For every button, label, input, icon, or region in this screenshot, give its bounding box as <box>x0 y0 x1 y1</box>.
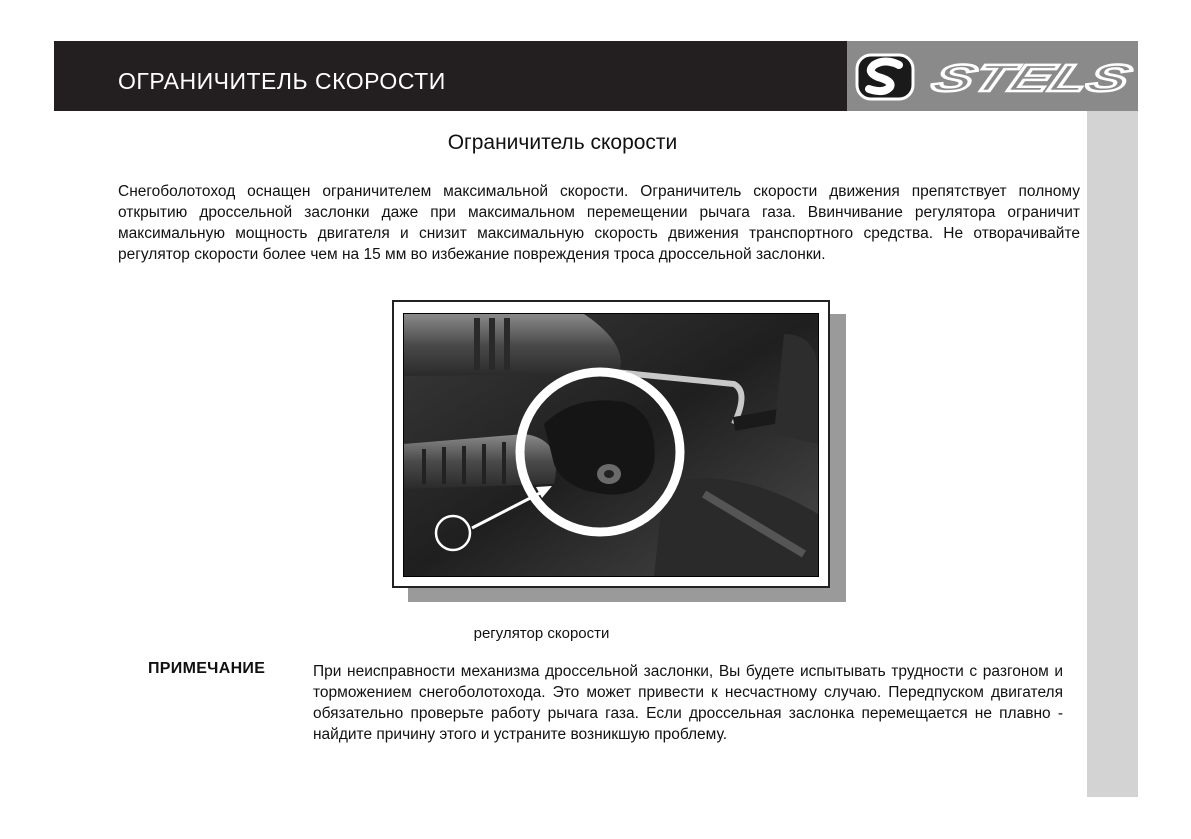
body-paragraph: Снегоболотоход оснащен ограничителем максимальной скорости. Ограничитель скорости движения препятствует полному открытию дроссельной заслонки даже при максимальном перемещении рычага газа. Ввинчивание регулятора ограничит максимальную мощность двигателя и снизит максимальную скорость движения транспортного средства. Не отворачивайте регулятор скорости более чем на 15 мм во избежание повреждения троса дроссельной заслонки. <box>118 183 1080 263</box>
side-band <box>1087 111 1138 797</box>
stels-logo-icon <box>847 41 1138 111</box>
note-label: ПРИМЕЧАНИЕ <box>148 660 266 677</box>
brand-logo <box>847 41 1138 111</box>
figure-frame <box>392 300 830 588</box>
figure-caption: регулятор скорости <box>473 625 610 642</box>
svg-text:STELS: STELS <box>925 57 1066 100</box>
speed-regulator-photo <box>403 313 819 577</box>
section-heading: Ограничитель скорости <box>447 131 678 154</box>
note-text: При неисправности механизма дроссельной заслонки, Вы будете испытывать трудности с разгоном и торможением снегоболотохода. Это может привести к несчастному случаю. Передпуском двигателя обязательно проверьте работу рычага газа. Если дроссельная заслонка перемещается не плавно - найдите причину этого и устраните возникшую проблему. <box>313 663 1063 743</box>
page-title: ОГРАНИЧИТЕЛЬ СКОРОСТИ <box>118 68 446 94</box>
